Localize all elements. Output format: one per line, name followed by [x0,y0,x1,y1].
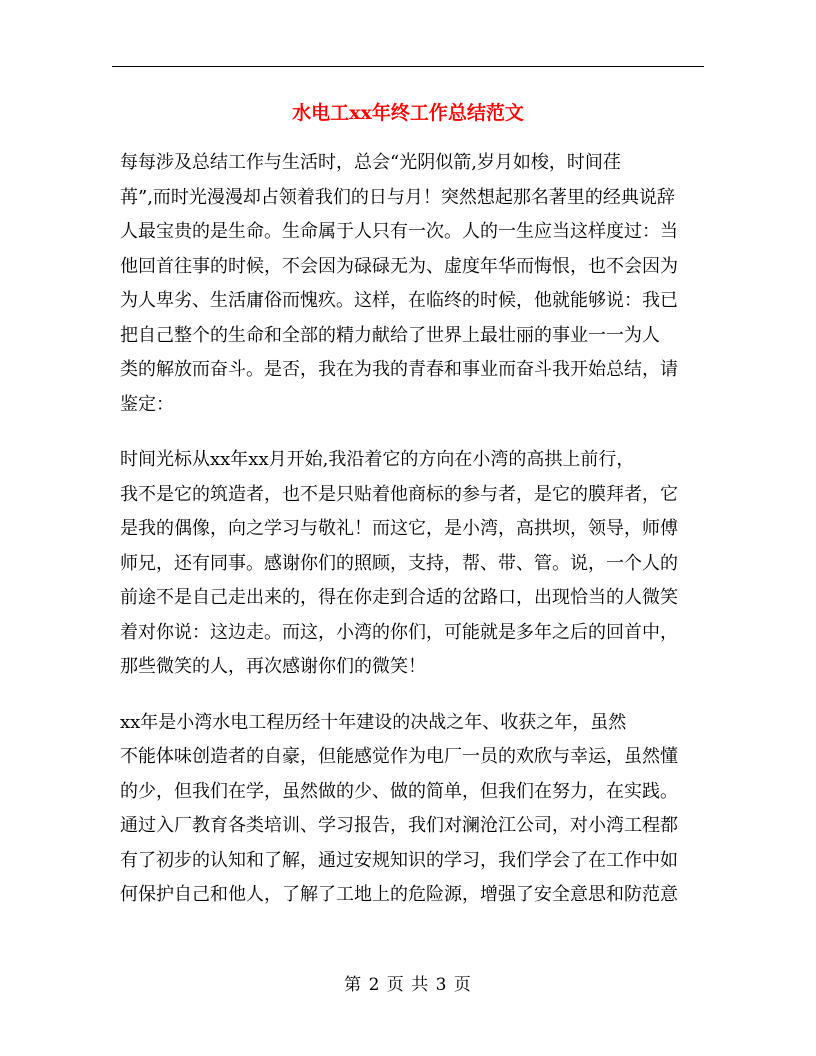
text-line: 他回首往事的时候，不会因为碌碌无为、虚度年华而悔恨，也不会因为 [120,255,678,277]
text-line: 人最宝贵的是生命。生命属于人只有一次。人的一生应当这样度过：当 [120,221,678,242]
document-body [120,146,698,934]
text-line: xx年是小湾水电工程历经十年建设的决战之年、收获之年，虽然 [120,711,627,733]
text-line: 何保护自己和他人，了解了工地上的危险源，增强了安全意思和防范意 [120,884,678,905]
text-line: 那些微笑的人，再次感谢你们的微笑！ [120,656,426,677]
text-line: 把自己整个的生命和全部的精力献给了世界上最壮丽的事业一一为人 [120,324,660,346]
text-line: 有了初步的认知和了解，通过安规知识的学习，我们学会了在工作中如 [120,849,678,871]
paragraph-3 [120,706,698,913]
text-line: 着对你说：这边走。而这，小湾的你们，可能就是多年之后的回首中， [120,621,678,643]
text-line: 每每涉及总结工作与生活时，总会“光阴似箭,岁月如梭，时间荏 [120,152,621,173]
text-line: 时间光标从xx年xx月开始,我沿着它的方向在小湾的高拱上前行， [120,449,635,470]
text-line: 鉴定： [120,393,174,415]
paragraph-2 [120,443,698,685]
text-line: 类的解放而奋斗。是否，我在为我的青春和事业而奋斗我开始总结，请 [120,359,678,380]
document-title: 水电工xx年终工作总结范文 [292,102,524,124]
paragraph-1 [120,146,698,422]
text-line: 是我的偶像，向之学习与敬礼！而这它，是小湾，高拱坝，领导，师傅 [120,518,678,539]
text-line: 苒”,而时光漫漫却占领着我们的日与月！突然想起那名著里的经典说辞 [120,186,675,208]
text-line: 不能体味创造者的自豪，但能感觉作为电厂一员的欢欣与幸运，虽然懂 [120,746,678,767]
text-line: 通过入厂教育各类培训、学习报告，我们对澜沧江公司，对小湾工程都 [120,815,678,836]
text-line: 为人卑劣、生活庸俗而愧疚。这样，在临终的时候，他就能够说：我已 [120,290,678,311]
page-footer: 第 2 页 共 3 页 [344,975,472,995]
text-line: 我不是它的筑造者，也不是只贴着他商标的参与者，是它的膜拜者，它 [120,483,678,505]
text-line: 的少，但我们在学，虽然做的少、做的简单，但我们在努力，在实践。 [120,780,678,802]
header-rule [112,66,704,67]
text-line: 师兄，还有同事。感谢你们的照顾，支持，帮、带、管。说，一个人的 [120,552,678,574]
text-line: 前途不是自己走出来的，得在你走到合适的岔路口，出现恰当的人微笑 [120,587,678,608]
